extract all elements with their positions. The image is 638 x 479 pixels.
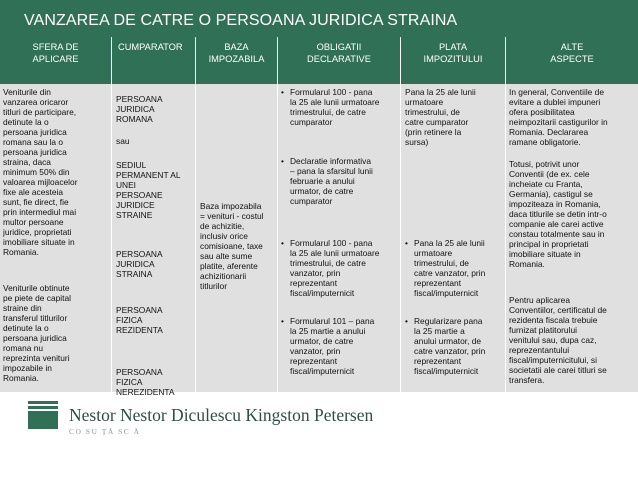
header-cumparator: CUMPARATOR bbox=[118, 42, 183, 52]
firm-logo-icon bbox=[28, 399, 58, 429]
title-bar bbox=[0, 0, 638, 37]
plata-cumparator: Pana la 25 ale lunii urmatoare trimestrului, de catre cumparator (prin retinere la sursa) bbox=[405, 87, 476, 147]
sfera-paragraph-1: Veniturile din vanzarea oricaror titluri de participare, detinute la o persoana juridica romana sau la o persoana juridica straina, daca minimum 50% din valoarea mijloacelor fixe ale acesteia sunt, fie direct, fie prin intermediul mai multor persoane juridice, proprietati imobiliare situate in Romania. bbox=[3, 87, 78, 257]
cumparator-pf-nerezidenta: PERSOANA FIZICA NEREZIDENTA bbox=[116, 367, 175, 397]
header-alte: ALTE ASPECTE bbox=[550, 42, 594, 64]
page-title: VANZAREA DE CATRE O PERSOANA JURIDICA STRAINA bbox=[24, 12, 458, 29]
alte-paragraph-2: Totusi, potrivit unor Conventii (de ex. cele incheiate cu Franta, Germania), castigul se impoziteaza in Romania, daca titlurile se detin intr-o companie ale carei active constau totalmente sau in principal in proprietati imobiliare situate in Romania. bbox=[509, 159, 607, 269]
header-obligatii: OBLIGATII DECLARATIVE bbox=[307, 42, 371, 64]
firm-name: Nestor Nestor Diculescu Kingston Petersen bbox=[69, 405, 374, 425]
cumparator-pj-straina: PERSOANA JURIDICA STRAINA bbox=[116, 249, 163, 279]
divider bbox=[400, 84, 401, 392]
header-plata: PLATA IMPOZITULUI bbox=[423, 42, 483, 64]
cumparator-sau: sau bbox=[116, 136, 130, 146]
divider bbox=[195, 84, 196, 392]
cumparator-sediu-permanent: SEDIUL PERMANENT AL UNEI PERSOANE JURIDICE STRAINE bbox=[116, 160, 181, 220]
divider bbox=[111, 84, 112, 392]
alte-paragraph-3: Pentru aplicarea Conventiilor, certificatul de rezidenta fiscala trebuie furnizat platitorului venitului sau, dupa caz, reprezentantului fiscal/imputernicitului, si societatii ale carei titluri se transfera. bbox=[509, 295, 607, 385]
alte-paragraph-1: In general, Conventiile de evitare a dublei impuneri ofera posibilitatea neimpozitarii castigurilor in Romania. Declararea ramane obligatorie. bbox=[509, 87, 608, 147]
divider bbox=[505, 84, 506, 392]
divider bbox=[277, 84, 278, 392]
sfera-paragraph-2: Veniturile obtinute pe piete de capital straine din transferul titlurilor detinute la o persoana juridica romana nu reprezinta venituri impozabile in Romania. bbox=[3, 283, 71, 383]
cumparator-pj-romana: PERSOANA JURIDICA ROMANA bbox=[116, 94, 163, 124]
header-baza: BAZA IMPOZABILA bbox=[208, 42, 265, 64]
cumparator-pf-rezidenta: PERSOANA FIZICA REZIDENTA bbox=[116, 305, 163, 335]
table: SFERA DE APLICARE CUMPARATOR BAZA IMPOZABILA OBLIGATII DECLARATIVE PLATA IMPOZITULUI ALTE ASPECTE Veniturile din vanzarea oricaror titluri de participare, detinute la o persoana juridica romana sau la o persoana juridica straina, daca minimum 50% din valoarea mijloacelor fixe ale acesteia sunt, fie direct, fie prin intermediul mai multor persoane juridice, proprietati imobiliare situate in Romania. Veniturile obtinute pe piete de capital straine din transferul titlurilor detinute la o persoana juridica romana nu reprezinta venituri impozabile in Romania. PERSOANA JURIDICA ROMANA sau SEDIUL PERMANENT AL UNEI PERSOANE JURIDICE STRAINE PERSOANA JURIDICA STRAINA PERSOANA FIZICA REZIDENTA PERSOANA FIZICA NEREZIDENTA Baza impozabila = venituri - costul de achizitie, inclusiv orice comisioane, taxe sau alte sume platite, aferente achizitionarii titlurilor • Formularul 100 - pana la 25 ale lunii urmatoare trimestrului, de catre cumparator • Declaratie informativa – pana la sfarsitul lunii februarie a anului urmator, de catre cumparator • Formularul 100 - pana la 25 ale lunii urmatoare trimestrului, de catre vanzator, prin reprezentant fiscal/imputernicit • Formularul 101 – pana la 25 martie a anului urmator, de catre vanzator, prin reprezentant fiscal/imputernicit Pana la 25 ale lunii urmatoare trimestrului, de catre cumparator (prin retinere la sursa) • Pana la 25 ale lunii urmatoare trimestrului, de catre vanzator, prin reprezentant fiscal/imputernicit • Regularizare pana la 25 martie a anului urmator, de catre vanzator, prin reprezentant fiscal/imputernicit In general, Conventiile de evitare a dublei impuneri ofera posibilitatea neimpozitarii castigurilor in Romania. Declararea ramane obligatorie. Totusi, potrivit unor Conventii (de ex. cele incheiate cu Franta, Germania), castigul se impoziteaza in Romania, daca titlurile se detin intr-o companie ale carei active constau totalmente sau in principal in proprietati imobiliare situate in Romania. Pentru aplicarea Conventiilor, certificatul de rezidenta fiscala trebuie furnizat platitorului venitului sau, dupa caz, reprezentantului fiscal/imputernicitului, si societatii ale carei titluri se transfera. bbox=[0, 37, 638, 392]
header-sfera: SFERA DE APLICARE bbox=[32, 42, 79, 64]
baza-impozabila-text: Baza impozabila = venituri - costul de achizitie, inclusiv orice comisioane, taxe sau alte sume platite, aferente achizitionarii titlurilor bbox=[200, 201, 264, 291]
firm-tagline: CO SU ŢĂ SC Ă bbox=[69, 427, 141, 436]
